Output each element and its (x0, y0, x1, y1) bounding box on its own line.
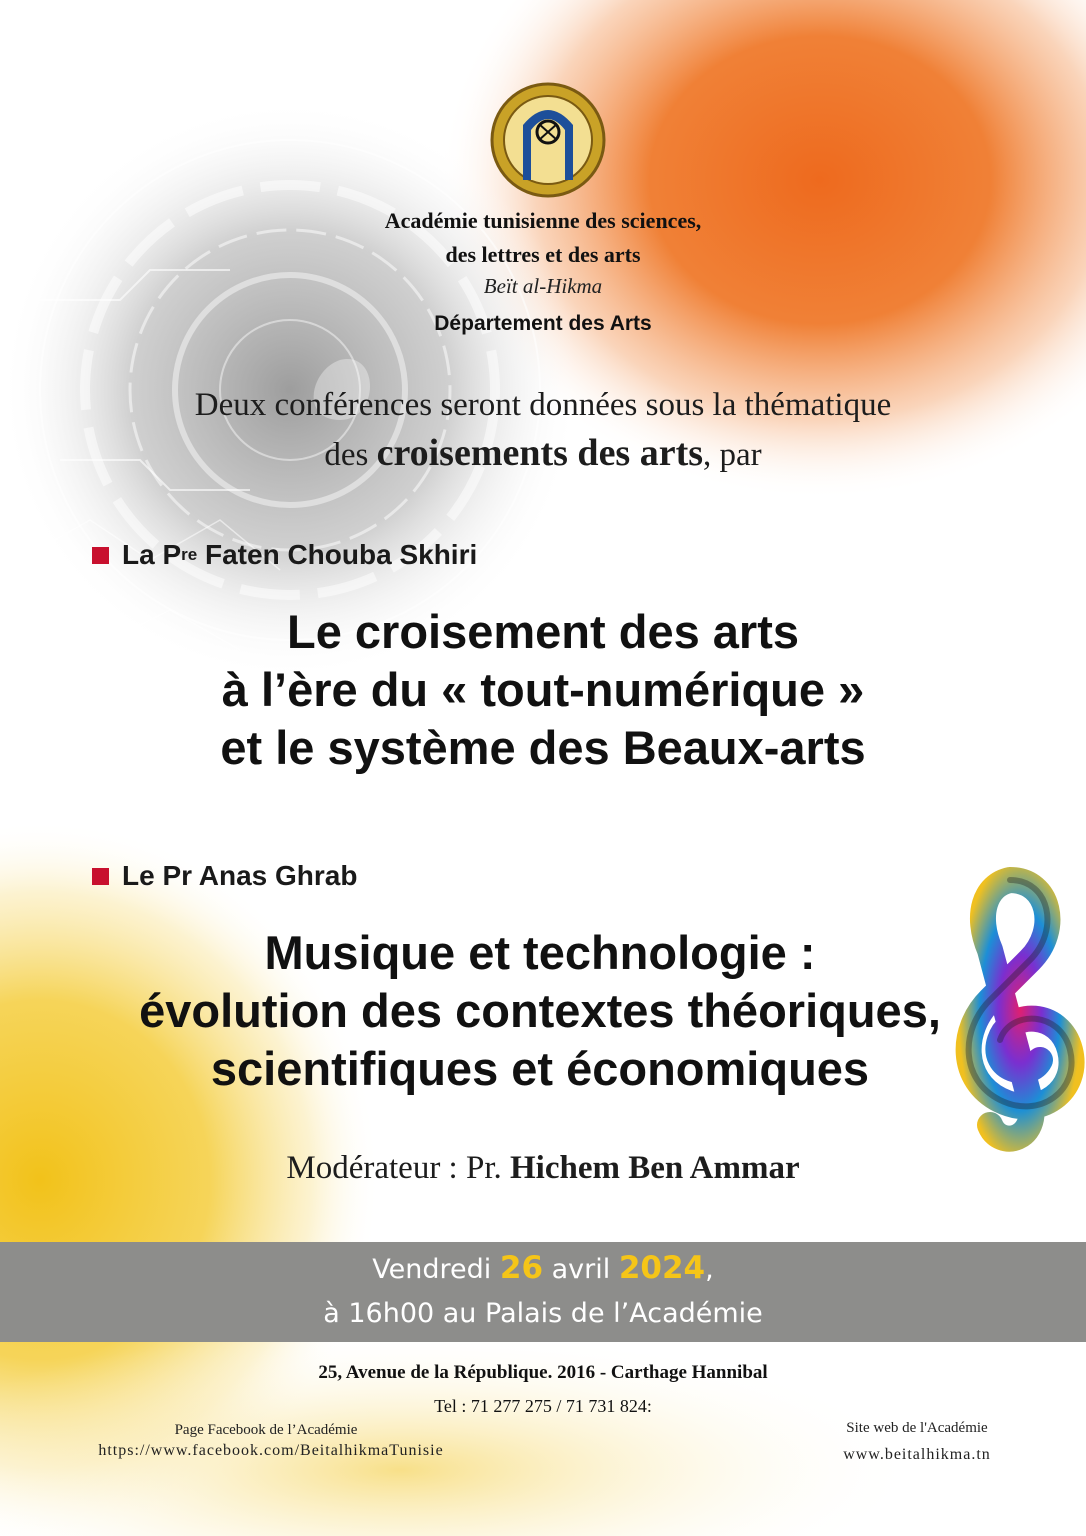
event-month: avril (551, 1254, 611, 1285)
academie-emblem (483, 80, 613, 200)
telephone: Tel : 71 277 275 / 71 731 824: (434, 1396, 652, 1416)
bullet-square-icon (92, 547, 109, 564)
event-year: 2024 (618, 1250, 706, 1286)
intro-theme: croisements des arts (376, 432, 704, 474)
date-band (0, 1242, 1086, 1342)
institution-alt-name: Beït al-Hikma (483, 274, 603, 298)
moderator-label: Modérateur : Pr. (286, 1150, 502, 1186)
event-date-line (0, 1250, 1086, 1286)
intro-suffix: , par (703, 437, 762, 473)
speaker-2 (92, 860, 357, 892)
department-name: Département des Arts (434, 312, 652, 335)
talk-2-title-line1: Musique et technologie : (264, 926, 816, 979)
speaker-1 (92, 539, 477, 571)
talk-1-title-line2: à l’ère du « tout-numérique » (221, 663, 865, 716)
institution-name-line2: des lettres et des arts (445, 242, 641, 267)
talk-2-title-line2: évolution des contextes théoriques, (139, 984, 941, 1037)
website-label: Site web de l'Académie (846, 1420, 988, 1436)
event-year-comma: , (705, 1254, 714, 1285)
speaker-1-sup: re (181, 545, 198, 564)
moderator (0, 1150, 1086, 1187)
intro-line1: Deux conférences seront données sous la thématique (194, 387, 892, 423)
intro-prefix: des (324, 437, 369, 473)
speaker-1-name: Faten Chouba Skhiri (205, 539, 478, 570)
speaker-1-prefix: La P (122, 539, 182, 570)
intro-line2 (0, 430, 1086, 478)
bullet-square-icon (92, 868, 109, 885)
event-time-place: à 16h00 au Palais de l’Académie (323, 1298, 763, 1329)
address: 25, Avenue de la République. 2016 - Carthage Hannibal (318, 1362, 768, 1383)
event-day: Vendredi (372, 1254, 492, 1285)
website-link[interactable]: www.beitalhikma.tn (843, 1446, 991, 1463)
talk-2-title-line3: scientifiques et économiques (210, 1042, 870, 1095)
event-date-number: 26 (499, 1250, 544, 1286)
talk-1-title-line3: et le système des Beaux-arts (220, 721, 866, 774)
talk-1-title-line1: Le croisement des arts (287, 605, 799, 658)
moderator-name: Hichem Ben Ammar (510, 1150, 800, 1186)
facebook-link[interactable]: https://www.facebook.com/BeitalhikmaTunisie (98, 1442, 444, 1459)
speaker-2-name: Le Pr Anas Ghrab (122, 860, 358, 891)
facebook-label: Page Facebook de l’Académie (174, 1422, 358, 1438)
institution-name-line1: Académie tunisienne des sciences, (384, 208, 702, 233)
